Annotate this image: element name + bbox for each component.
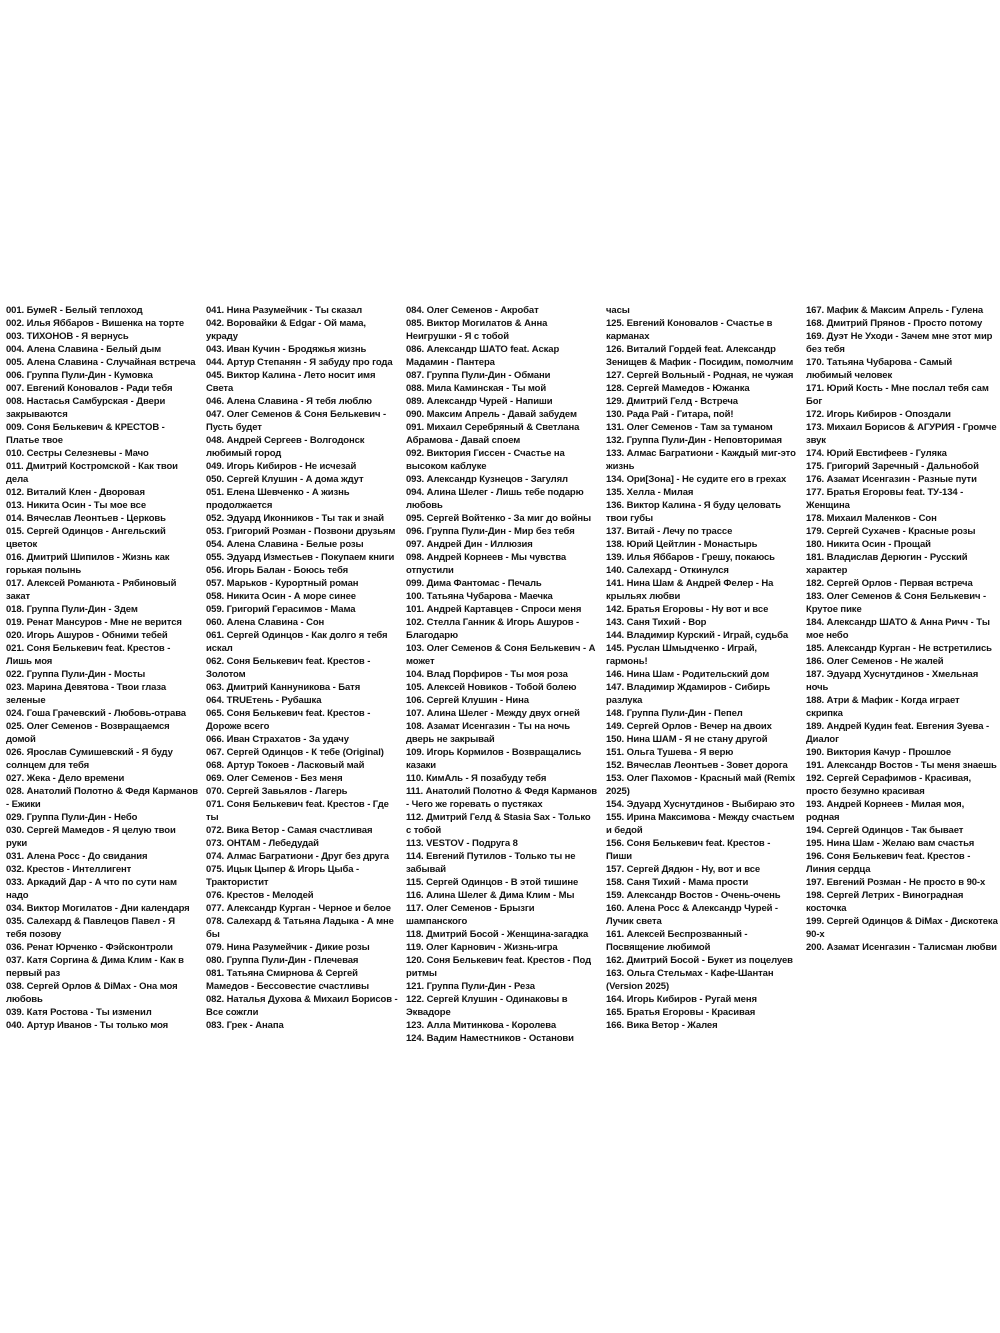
track-line: 144. Владимир Курский - Играй, судьба	[606, 630, 789, 641]
track-line: 025. Олег Семенов - Возвращаемся домой	[6, 721, 170, 745]
track-line: 099. Дима Фантомас - Печаль	[406, 578, 542, 589]
track-line: 007. Евгений Коновалов - Ради тебя	[6, 383, 173, 394]
track-line: 187. Эдуард Хуснутдинов - Хмельная ночь	[806, 669, 979, 693]
track-line: 179. Сергей Сухачев - Красные розы	[806, 526, 976, 537]
track-line: 135. Хелла - Милая	[606, 487, 694, 498]
track-line: 177. Братья Егоровы feat. ТУ-134 - Женщина	[806, 487, 964, 511]
track-line: 100. Татьяна Чубарова - Маечка	[406, 591, 553, 602]
track-line: 076. Крестов - Мелодей	[206, 890, 314, 901]
track-line: 104. Влад Порфиров - Ты моя роза	[406, 669, 568, 680]
track-line: 008. Настасья Самбурская - Двери закрываются	[6, 396, 166, 420]
track-line: 053. Григорий Розман - Позвони друзьям	[206, 526, 396, 537]
track-line: 174. Юрий Евстифеев - Гуляка	[806, 448, 947, 459]
track-line: 073. ОНТАМ - Лебедудай	[206, 838, 319, 849]
track-line: 088. Мила Каминская - Ты мой	[406, 383, 547, 394]
track-line: 039. Катя Ростова - Ты изменил	[6, 1007, 152, 1018]
track-line: 165. Братья Егоровы - Красивая	[606, 1007, 756, 1018]
track-line: 141. Нина Шам & Андрей Фелер - На крыльях любви	[606, 578, 774, 602]
track-line: 190. Виктория Качур - Прошлое	[806, 747, 952, 758]
track-line: 160. Алена Росс & Александр Чурей - Лучик света	[606, 903, 778, 927]
track-line: 091. Михаил Серебряный & Светлана Абрамова - Давай споем	[406, 422, 580, 446]
track-line: 005. Алена Славина - Случайная встреча	[6, 357, 196, 368]
track-line: 095. Сергей Войтенко - За миг до войны	[406, 513, 592, 524]
track-line: 194. Сергей Одинцов - Так бывает	[806, 825, 964, 836]
track-line: 178. Михаил Маленков - Сон	[806, 513, 937, 524]
track-line: 188. Атри & Мафик - Когда играет скрипка	[806, 695, 960, 719]
track-line: 154. Эдуард Хуснутдинов - Выбираю это	[606, 799, 795, 810]
track-line: 030. Сергей Мамедов - Я целую твои руки	[6, 825, 176, 849]
track-line: 027. Жека - Дело времени	[6, 773, 125, 784]
track-line: 047. Олег Семенов & Соня Белькевич - Пусть будет	[206, 409, 387, 433]
track-line: 086. Александр ШАТО feat. Аскар Мадамин - Пантера	[406, 344, 560, 368]
track-line: 033. Аркадий Дар - А что по сути нам надо	[6, 877, 177, 901]
track-line: 133. Алмас Багратиони - Каждый миг-это жизнь	[606, 448, 796, 472]
track-line: 061. Сергей Одинцов - Как долго я тебя искал	[206, 630, 388, 654]
track-line: 012. Виталий Клен - Дворовая	[6, 487, 145, 498]
track-line: 083. Грек - Анапа	[206, 1020, 284, 1031]
track-line: 128. Сергей Мамедов - Южанка	[606, 383, 750, 394]
track-line: 130. Рада Рай - Гитара, пой!	[606, 409, 734, 420]
track-line: 049. Игорь Кибиров - Не исчезай	[206, 461, 357, 472]
track-line: 084. Олег Семенов - Акробат	[406, 305, 539, 316]
track-line: 097. Андрей Дин - Иллюзия	[406, 539, 533, 550]
track-line: 056. Игорь Балан - Боюсь тебя	[206, 565, 349, 576]
track-line: 117. Олег Семенов - Брызги шампанского	[406, 903, 535, 927]
track-line: 134. Ори[Зона] - Не судите его в грехах	[606, 474, 787, 485]
track-line: 036. Ренат Юрченко - Фэйсконтроли	[6, 942, 173, 953]
track-line: 147. Владимир Ждамиров - Сибирь разлука	[606, 682, 771, 706]
track-line: 105. Алексей Новиков - Тобой болею	[406, 682, 577, 693]
track-line: 058. Никита Осин - А море синее	[206, 591, 356, 602]
track-line: 078. Салехард & Татьяна Ладыка - А мне бы	[206, 916, 394, 940]
track-line: 046. Алена Славина - Я тебя люблю	[206, 396, 372, 407]
track-line: 106. Сергей Клушин - Нина	[406, 695, 529, 706]
track-line: 197. Евгений Розман - Не просто в 90-х	[806, 877, 986, 888]
track-line: 150. Нина ШАМ - Я не стану другой	[606, 734, 768, 745]
track-line: 085. Виктор Могилатов & Анна Неигрушки - Я с тобой	[406, 318, 548, 342]
track-line: 172. Игорь Кибиров - Опоздали	[806, 409, 951, 420]
track-line: 159. Александр Востов - Очень-очень	[606, 890, 781, 901]
track-line: 037. Катя Соргина & Дима Клим - Как в первый раз	[6, 955, 184, 979]
track-line: 199. Сергей Одинцов & DiMax - Дискотека 90-х	[806, 916, 998, 940]
track-line: 015. Сергей Одинцов - Ангельский цветок	[6, 526, 166, 550]
track-line: 158. Саня Тихий - Мама прости	[606, 877, 749, 888]
track-line: 118. Дмитрий Босой - Женщина-загадка	[406, 929, 589, 940]
track-line: 002. Илья Яббаров - Вишенка на торте	[6, 318, 185, 329]
track-line: 082. Наталья Духова & Михаил Борисов - Все сожгли	[206, 994, 398, 1018]
track-line: 115. Сергей Одинцов - В этой тишине	[406, 877, 579, 888]
track-line: 054. Алена Славина - Белые розы	[206, 539, 364, 550]
track-line: 045. Виктор Калина - Лето носит имя Света	[206, 370, 376, 394]
track-line: 094. Алина Шелег - Лишь тебе подарю любовь	[406, 487, 584, 511]
track-line: 161. Алексей Беспрозванный - Посвящение любимой	[606, 929, 748, 953]
track-line: 127. Сергей Вольный - Родная, не чужая	[606, 370, 794, 381]
track-line: 023. Марина Девятова - Твои глаза зеленые	[6, 682, 167, 706]
track-line: 140. Салехард - Откинулся	[606, 565, 729, 576]
tracklist-column-4	[606, 304, 798, 1044]
track-line: 024. Гоша Грачевский - Любовь-отрава	[6, 708, 186, 719]
track-line: 006. Группа Пули-Дин - Кумовка	[6, 370, 153, 381]
track-line: 107. Алина Шелег - Между двух огней	[406, 708, 580, 719]
track-line: 132. Группа Пули-Дин - Неповторимая	[606, 435, 782, 446]
track-line: 152. Вячеслав Леонтьев - Зовет дорога	[606, 760, 788, 771]
track-line: 022. Группа Пули-Дин - Мосты	[6, 669, 146, 680]
track-line: 110. КимАль - Я позабуду тебя	[406, 773, 547, 784]
track-line: 168. Дмитрий Прянов - Просто потому	[806, 318, 983, 329]
track-line: 155. Ирина Максимова - Между счастьем и бедой	[606, 812, 795, 836]
track-line: 119. Олег Карнович - Жизнь-игра	[406, 942, 558, 953]
track-line: 164. Игорь Кибиров - Ругай меня	[606, 994, 757, 1005]
track-line: 166. Вика Ветор - Жалея	[606, 1020, 718, 1031]
track-line: 028. Анатолий Полотно & Федя Карманов - Ежики	[6, 786, 199, 810]
track-line: 018. Группа Пули-Дин - Здем	[6, 604, 138, 615]
track-line: 122. Сергей Клушин - Одинаковы в Эквадоре	[406, 994, 568, 1018]
track-line: 075. Ицык Цыпер & Игорь Цыба - Трактористит	[206, 864, 360, 888]
track-line: 108. Азамат Исенгазин - Ты на ночь дверь не закрывай	[406, 721, 570, 745]
track-line: 081. Татьяна Смирнова & Сергей Мамедов - Бессовестие счастливы	[206, 968, 370, 992]
track-line: 112. Дмитрий Гелд & Stasia Sax - Только с тобой	[406, 812, 591, 836]
track-line: 032. Крестов - Интеллигент	[6, 864, 132, 875]
track-line: 017. Алексей Романюта - Рябиновый закат	[6, 578, 177, 602]
track-line: 096. Группа Пули-Дин - Мир без тебя	[406, 526, 575, 537]
track-line: 109. Игорь Кормилов - Возвращались казаки	[406, 747, 582, 771]
track-line: 148. Группа Пули-Дин - Пепел	[606, 708, 743, 719]
track-line: 010. Сестры Селезневы - Мачо	[6, 448, 149, 459]
track-line: 019. Ренат Мансуров - Мне не верится	[6, 617, 182, 628]
track-line: 156. Соня Белькевич feat. Крестов - Пиши	[606, 838, 771, 862]
track-line: 149. Сергей Орлов - Вечер на двоих	[606, 721, 772, 732]
track-line: 059. Григорий Герасимов - Мама	[206, 604, 356, 615]
track-line: 071. Соня Белькевич feat. Крестов - Где ты	[206, 799, 389, 823]
track-line: 146. Нина Шам - Родительский дом	[606, 669, 770, 680]
track-line: 145. Руслан Шмыдченко - Играй, гармонь!	[606, 643, 757, 667]
track-line: 009. Соня Белькевич & КРЕСТОВ - Платье твое	[6, 422, 165, 446]
track-line: 113. VESTOV - Подруга 8	[406, 838, 518, 849]
track-line: 193. Андрей Корнеев - Милая моя, родная	[806, 799, 965, 823]
track-line: 065. Соня Белькевич feat. Крестов - Дороже всего	[206, 708, 371, 732]
track-line: 142. Братья Егоровы - Ну вот и все	[606, 604, 769, 615]
track-line: 191. Александр Востов - Ты меня знаешь	[806, 760, 997, 771]
track-line: 182. Сергей Орлов - Первая встреча	[806, 578, 973, 589]
track-line: 013. Никита Осин - Ты мое все	[6, 500, 147, 511]
track-line: 124. Вадим Наместников - Останови	[406, 1033, 574, 1044]
track-line: 079. Нина Разумейчик - Дикие розы	[206, 942, 370, 953]
track-line: 069. Олег Семенов - Без меня	[206, 773, 343, 784]
track-line: 016. Дмитрий Шипилов - Жизнь как горькая полынь	[6, 552, 170, 576]
track-line: 114. Евгений Путилов - Только ты не забывай	[406, 851, 576, 875]
track-line: 181. Владислав Дерюгин - Русский характер	[806, 552, 968, 576]
tracklist-column-5	[806, 304, 998, 1044]
track-line: 151. Ольга Тушева - Я верю	[606, 747, 734, 758]
tracklist-column-2	[206, 304, 398, 1044]
track-line: 186. Олег Семенов - Не жалей	[806, 656, 944, 667]
track-line: 111. Анатолий Полотно & Федя Карманов - Чего же горевать о пустяках	[406, 786, 597, 810]
track-line: 093. Александр Кузнецов - Загулял	[406, 474, 568, 485]
track-line: 062. Соня Белькевич feat. Крестов - Золотом	[206, 656, 371, 680]
track-line: 123. Алла Митинкова - Королева	[406, 1020, 557, 1031]
track-line: 067. Сергей Одинцов - К тебе (Original)	[206, 747, 384, 758]
tracklist-column-3	[406, 304, 598, 1044]
track-line: 042. Воровайки & Edgar - Ой мама, украду	[206, 318, 366, 342]
track-line: 092. Виктория Гиссен - Счастье на высоком каблуке	[406, 448, 565, 472]
track-line: 136. Виктор Калина - Я буду целовать твои губы	[606, 500, 781, 524]
track-line: 102. Стелла Ганник & Игорь Ашуров - Благодарю	[406, 617, 580, 641]
track-line: 021. Соня Белькевич feat. Крестов - Лишь моя	[6, 643, 171, 667]
track-line: 066. Иван Страхатов - За удачу	[206, 734, 349, 745]
track-line: 070. Сергей Завьялов - Лагерь	[206, 786, 348, 797]
track-line: 026. Ярослав Сумишевский - Я буду солнцем для тебя	[6, 747, 173, 771]
track-line: 170. Татьяна Чубарова - Самый любимый человек	[806, 357, 953, 381]
track-line: 192. Сергей Серафимов - Красивая, просто безумно красивая	[806, 773, 972, 797]
track-line: 139. Илья Яббаров - Грешу, покаюсь	[606, 552, 775, 563]
track-line: 131. Олег Семенов - Там за туманом	[606, 422, 773, 433]
track-line: часы	[606, 305, 630, 316]
track-line: 126. Виталий Гордей feat. Александр Зенищев & Мафик - Посидим, помолчим	[606, 344, 794, 368]
track-line: 129. Дмитрий Гелд - Встреча	[606, 396, 738, 407]
track-line: 171. Юрий Кость - Мне послал тебя сам Бог	[806, 383, 989, 407]
track-line: 143. Саня Тихий - Вор	[606, 617, 707, 628]
track-line: 169. Дуэт Не Уходи - Зачем мне этот мир без тебя	[806, 331, 993, 355]
track-line: 153. Олег Пахомов - Красный май (Remix 2025)	[606, 773, 796, 797]
track-line: 052. Эдуард Иконников - Ты так и знай	[206, 513, 385, 524]
track-line: 063. Дмитрий Каннуникова - Батя	[206, 682, 361, 693]
track-line: 087. Группа Пули-Дин - Обмани	[406, 370, 551, 381]
track-line: 043. Иван Кучин - Бродяжья жизнь	[206, 344, 367, 355]
track-line: 051. Елена Шевченко - А жизнь продолжается	[206, 487, 350, 511]
track-line: 196. Соня Белькевич feat. Крестов - Линия сердца	[806, 851, 971, 875]
track-line: 064. TRUEтень - Рубашка	[206, 695, 322, 706]
track-line: 014. Вячеслав Леонтьев - Церковь	[6, 513, 166, 524]
track-line: 198. Сергей Летрих - Виноградная косточка	[806, 890, 964, 914]
track-line: 101. Андрей Картавцев - Спроси меня	[406, 604, 582, 615]
track-line: 020. Игорь Ашуров - Обними тебей	[6, 630, 168, 641]
track-line: 189. Андрей Кудин feat. Евгения Зуева - Диалог	[806, 721, 990, 745]
track-line: 048. Андрей Сергеев - Волгодонск любимый город	[206, 435, 365, 459]
track-line: 011. Дмитрий Костромской - Как твои дела	[6, 461, 178, 485]
track-line: 034. Виктор Могилатов - Дни календаря	[6, 903, 190, 914]
track-line: 116. Алина Шелег & Дима Клим - Мы	[406, 890, 575, 901]
track-line: 050. Сергей Клушин - А дома ждут	[206, 474, 364, 485]
track-line: 137. Витай - Лечу по трассе	[606, 526, 733, 537]
track-line: 162. Дмитрий Босой - Букет из поцелуев	[606, 955, 793, 966]
track-line: 089. Александр Чурей - Напиши	[406, 396, 553, 407]
track-line: 029. Группа Пули-Дин - Небо	[6, 812, 138, 823]
track-line: 173. Михаил Борисов & АГУРИЯ - Громче звук	[806, 422, 997, 446]
track-line: 080. Группа Пули-Дин - Плечевая	[206, 955, 359, 966]
track-line: 004. Алена Славина - Белый дым	[6, 344, 162, 355]
track-line: 180. Никита Осин - Прощай	[806, 539, 931, 550]
track-line: 121. Группа Пули-Дин - Реза	[406, 981, 535, 992]
track-line: 001. БумеR - Белый теплоход	[6, 305, 143, 316]
track-line: 167. Мафик & Максим Апрель - Гулена	[806, 305, 984, 316]
track-line: 072. Вика Ветор - Самая счастливая	[206, 825, 373, 836]
track-line: 077. Александр Курган - Черное и белое	[206, 903, 391, 914]
track-line: 184. Александр ШАТО & Анна Ричч - Ты мое небо	[806, 617, 990, 641]
tracklist-column-1	[6, 304, 198, 1044]
track-line: 068. Артур Токоев - Ласковый май	[206, 760, 365, 771]
tracklist-sheet	[6, 304, 996, 1044]
track-line: 055. Эдуард Изместьев - Покупаем книги	[206, 552, 395, 563]
track-line: 200. Азамат Исенгазин - Талисман любви	[806, 942, 997, 953]
track-line: 090. Максим Апрель - Давай забудем	[406, 409, 577, 420]
track-line: 038. Сергей Орлов & DiMax - Она моя любовь	[6, 981, 178, 1005]
track-line: 163. Ольга Стельмах - Кафе-Шантан (Version 2025)	[606, 968, 774, 992]
track-line: 098. Андрей Корнеев - Мы чувства отпустили	[406, 552, 567, 576]
track-line: 175. Григорий Заречный - Дальнобой	[806, 461, 979, 472]
track-line: 074. Алмас Багратиони - Друг без друга	[206, 851, 389, 862]
track-line: 176. Азамат Исенгазин - Разные пути	[806, 474, 977, 485]
track-line: 183. Олег Семенов & Соня Белькевич - Крутое пике	[806, 591, 987, 615]
track-line: 185. Александр Курган - Не встретились	[806, 643, 992, 654]
track-line: 003. ТИХОНОВ - Я вернусь	[6, 331, 129, 342]
track-line: 035. Салехард & Павлецов Павел - Я тебя позову	[6, 916, 175, 940]
track-line: 125. Евгений Коновалов - Счастье в карманах	[606, 318, 773, 342]
track-line: 120. Соня Белькевич feat. Крестов - Под ритмы	[406, 955, 592, 979]
track-line: 040. Артур Иванов - Ты только моя	[6, 1020, 169, 1031]
track-line: 103. Олег Семенов & Соня Белькевич - А может	[406, 643, 596, 667]
track-line: 060. Алена Славина - Сон	[206, 617, 325, 628]
track-line: 195. Нина Шам - Желаю вам счастья	[806, 838, 975, 849]
track-line: 138. Юрий Цейтлин - Монастырь	[606, 539, 758, 550]
track-line: 157. Сергей Дядюн - Ну, вот и все	[606, 864, 761, 875]
track-line: 041. Нина Разумейчик - Ты сказал	[206, 305, 363, 316]
track-line: 031. Алена Росс - До свидания	[6, 851, 148, 862]
track-line: 044. Артур Степанян - Я забуду про года	[206, 357, 393, 368]
track-line: 057. Марьков - Курортный роман	[206, 578, 359, 589]
